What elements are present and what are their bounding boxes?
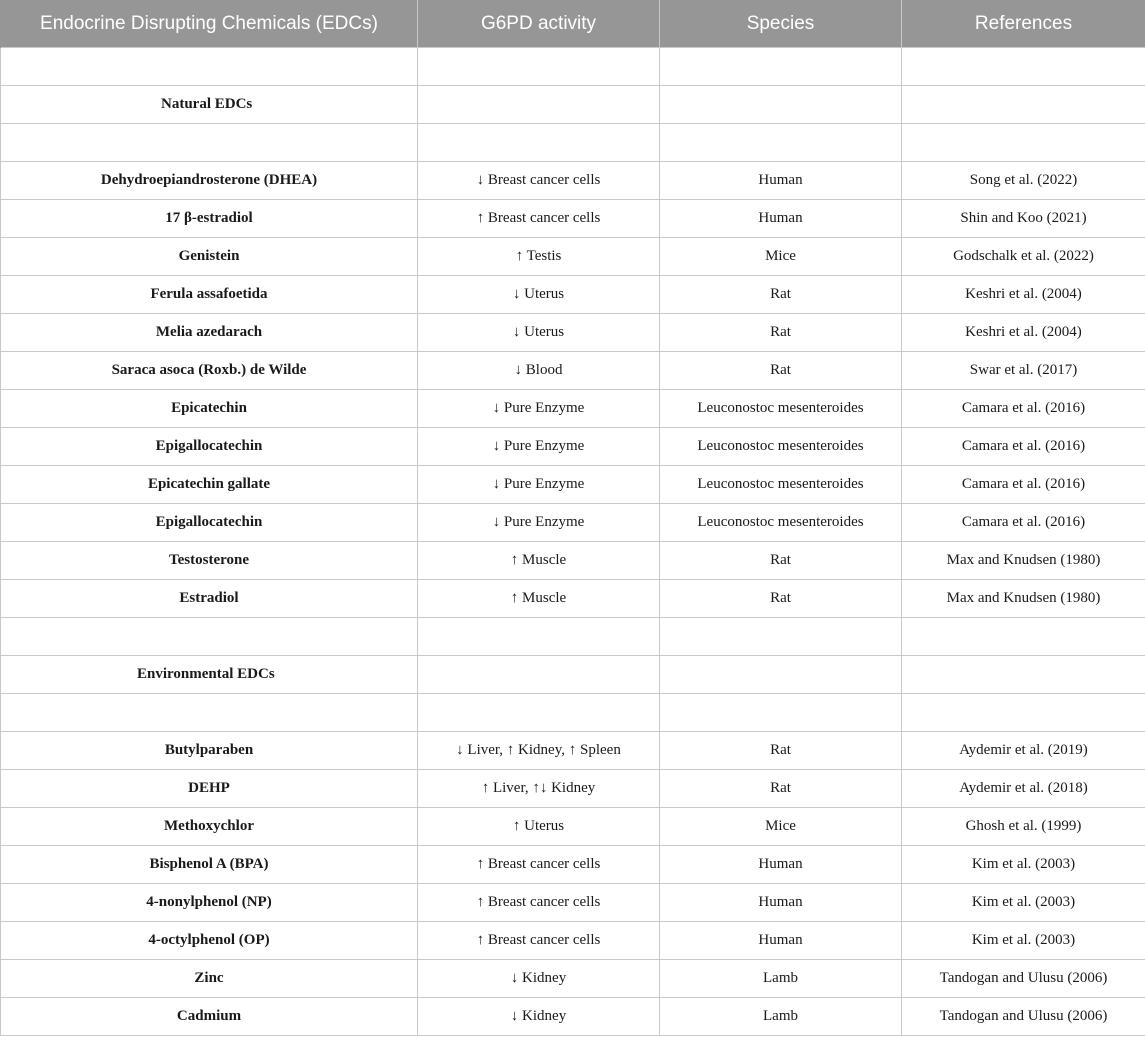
- reference-cell: Camara et al. (2016): [902, 466, 1145, 504]
- chemical-cell: Natural EDCs: [1, 86, 418, 124]
- reference-cell: Aydemir et al. (2018): [902, 770, 1145, 808]
- g6pd-activity-cell: ↑ Uterus: [418, 808, 660, 846]
- species-cell: [660, 656, 902, 694]
- table-row: [1, 466, 1145, 504]
- species-cell: Lamb: [660, 998, 902, 1036]
- g6pd-activity-cell: [418, 124, 660, 162]
- g6pd-activity-cell: ↑ Breast cancer cells: [418, 922, 660, 960]
- reference-cell: Keshri et al. (2004): [902, 276, 1145, 314]
- table-row: [1, 428, 1145, 466]
- reference-cell: Tandogan and Ulusu (2006): [902, 960, 1145, 998]
- species-cell: Rat: [660, 352, 902, 390]
- chemical-cell: [1, 618, 418, 656]
- chemical-cell: Epigallocatechin: [1, 428, 418, 466]
- g6pd-activity-cell: ↓ Uterus: [418, 314, 660, 352]
- table-row: [1, 276, 1145, 314]
- g6pd-activity-cell: [418, 656, 660, 694]
- chemical-cell: Testosterone: [1, 542, 418, 580]
- blank-row: [1, 618, 1145, 656]
- header-row: [1, 0, 1145, 48]
- chemical-cell: Epicatechin gallate: [1, 466, 418, 504]
- reference-cell: Kim et al. (2003): [902, 846, 1145, 884]
- reference-cell: Kim et al. (2003): [902, 922, 1145, 960]
- g6pd-activity-cell: [418, 618, 660, 656]
- chemical-cell: Cadmium: [1, 998, 418, 1036]
- g6pd-activity-cell: ↑ Testis: [418, 238, 660, 276]
- chemical-cell: Methoxychlor: [1, 808, 418, 846]
- table-row: [1, 200, 1145, 238]
- g6pd-activity-cell: ↑ Muscle: [418, 580, 660, 618]
- g6pd-activity-cell: ↑ Breast cancer cells: [418, 846, 660, 884]
- g6pd-activity-cell: ↓ Pure Enzyme: [418, 466, 660, 504]
- table-row: [1, 846, 1145, 884]
- g6pd-activity-cell: ↓ Liver, ↑ Kidney, ↑ Spleen: [418, 732, 660, 770]
- table-row: [1, 770, 1145, 808]
- table-row: [1, 808, 1145, 846]
- chemical-cell: Ferula assafoetida: [1, 276, 418, 314]
- species-cell: Rat: [660, 276, 902, 314]
- table-row: [1, 960, 1145, 998]
- blank-row: [1, 694, 1145, 732]
- reference-cell: Aydemir et al. (2019): [902, 732, 1145, 770]
- chemical-cell: Melia azedarach: [1, 314, 418, 352]
- reference-cell: Ghosh et al. (1999): [902, 808, 1145, 846]
- species-cell: Rat: [660, 770, 902, 808]
- species-cell: Rat: [660, 542, 902, 580]
- table-row: [1, 732, 1145, 770]
- chemical-cell: Butylparaben: [1, 732, 418, 770]
- section-row: [1, 656, 1145, 694]
- reference-cell: Godschalk et al. (2022): [902, 238, 1145, 276]
- g6pd-activity-cell: ↓ Uterus: [418, 276, 660, 314]
- chemical-cell: Epigallocatechin: [1, 504, 418, 542]
- chemical-cell: Bisphenol A (BPA): [1, 846, 418, 884]
- chemical-cell: [1, 694, 418, 732]
- reference-cell: [902, 694, 1145, 732]
- header-g6pd-activity: G6PD activity: [418, 0, 660, 48]
- blank-row: [1, 124, 1145, 162]
- table-body: [1, 48, 1145, 1036]
- reference-cell: Swar et al. (2017): [902, 352, 1145, 390]
- chemical-cell: Environmental EDCs: [1, 656, 418, 694]
- species-cell: Leuconostoc mesenteroides: [660, 390, 902, 428]
- species-cell: Mice: [660, 808, 902, 846]
- reference-cell: [902, 656, 1145, 694]
- g6pd-activity-cell: ↓ Kidney: [418, 960, 660, 998]
- reference-cell: Keshri et al. (2004): [902, 314, 1145, 352]
- section-row: [1, 86, 1145, 124]
- species-cell: Human: [660, 846, 902, 884]
- chemical-cell: Estradiol: [1, 580, 418, 618]
- species-cell: Lamb: [660, 960, 902, 998]
- species-cell: [660, 124, 902, 162]
- table-row: [1, 314, 1145, 352]
- chemical-cell: DEHP: [1, 770, 418, 808]
- g6pd-activity-cell: [418, 694, 660, 732]
- g6pd-activity-cell: ↑ Liver, ↑↓ Kidney: [418, 770, 660, 808]
- table-row: [1, 352, 1145, 390]
- reference-cell: Camara et al. (2016): [902, 428, 1145, 466]
- species-cell: Leuconostoc mesenteroides: [660, 466, 902, 504]
- species-cell: Human: [660, 922, 902, 960]
- chemical-cell: Zinc: [1, 960, 418, 998]
- header-species: Species: [660, 0, 902, 48]
- chemical-cell: Saraca asoca (Roxb.) de Wilde: [1, 352, 418, 390]
- header-chemicals: Endocrine Disrupting Chemicals (EDCs): [1, 0, 418, 48]
- species-cell: Mice: [660, 238, 902, 276]
- reference-cell: [902, 48, 1145, 86]
- table-row: [1, 504, 1145, 542]
- reference-cell: Camara et al. (2016): [902, 390, 1145, 428]
- chemical-cell: [1, 48, 418, 86]
- g6pd-activity-cell: [418, 48, 660, 86]
- species-cell: Rat: [660, 314, 902, 352]
- chemical-cell: 4-nonylphenol (NP): [1, 884, 418, 922]
- species-cell: Human: [660, 200, 902, 238]
- table-row: [1, 884, 1145, 922]
- species-cell: [660, 48, 902, 86]
- g6pd-activity-cell: ↑ Breast cancer cells: [418, 200, 660, 238]
- table-row: [1, 162, 1145, 200]
- table-row: [1, 998, 1145, 1036]
- g6pd-activity-cell: ↓ Blood: [418, 352, 660, 390]
- species-cell: [660, 618, 902, 656]
- species-cell: Rat: [660, 732, 902, 770]
- chemical-cell: 4-octylphenol (OP): [1, 922, 418, 960]
- g6pd-activity-cell: ↑ Breast cancer cells: [418, 884, 660, 922]
- species-cell: [660, 694, 902, 732]
- reference-cell: Song et al. (2022): [902, 162, 1145, 200]
- species-cell: Leuconostoc mesenteroides: [660, 504, 902, 542]
- species-cell: Rat: [660, 580, 902, 618]
- reference-cell: Max and Knudsen (1980): [902, 580, 1145, 618]
- table-row: [1, 390, 1145, 428]
- g6pd-activity-cell: ↓ Kidney: [418, 998, 660, 1036]
- chemical-cell: Epicatechin: [1, 390, 418, 428]
- table-row: [1, 542, 1145, 580]
- reference-cell: [902, 124, 1145, 162]
- species-cell: [660, 86, 902, 124]
- chemical-cell: [1, 124, 418, 162]
- reference-cell: Tandogan and Ulusu (2006): [902, 998, 1145, 1036]
- table-row: [1, 580, 1145, 618]
- g6pd-activity-cell: ↓ Pure Enzyme: [418, 390, 660, 428]
- reference-cell: [902, 618, 1145, 656]
- chemical-cell: Genistein: [1, 238, 418, 276]
- reference-cell: Kim et al. (2003): [902, 884, 1145, 922]
- blank-row: [1, 48, 1145, 86]
- chemical-cell: 17 β-estradiol: [1, 200, 418, 238]
- table-row: [1, 238, 1145, 276]
- g6pd-activity-cell: [418, 86, 660, 124]
- g6pd-activity-cell: ↓ Pure Enzyme: [418, 504, 660, 542]
- species-cell: Human: [660, 162, 902, 200]
- g6pd-activity-cell: ↓ Breast cancer cells: [418, 162, 660, 200]
- species-cell: Leuconostoc mesenteroides: [660, 428, 902, 466]
- table-row: [1, 922, 1145, 960]
- reference-cell: [902, 86, 1145, 124]
- reference-cell: Max and Knudsen (1980): [902, 542, 1145, 580]
- chemical-cell: Dehydroepiandrosterone (DHEA): [1, 162, 418, 200]
- header-references: References: [902, 0, 1145, 48]
- species-cell: Human: [660, 884, 902, 922]
- reference-cell: Camara et al. (2016): [902, 504, 1145, 542]
- g6pd-activity-cell: ↑ Muscle: [418, 542, 660, 580]
- reference-cell: Shin and Koo (2021): [902, 200, 1145, 238]
- g6pd-activity-cell: ↓ Pure Enzyme: [418, 428, 660, 466]
